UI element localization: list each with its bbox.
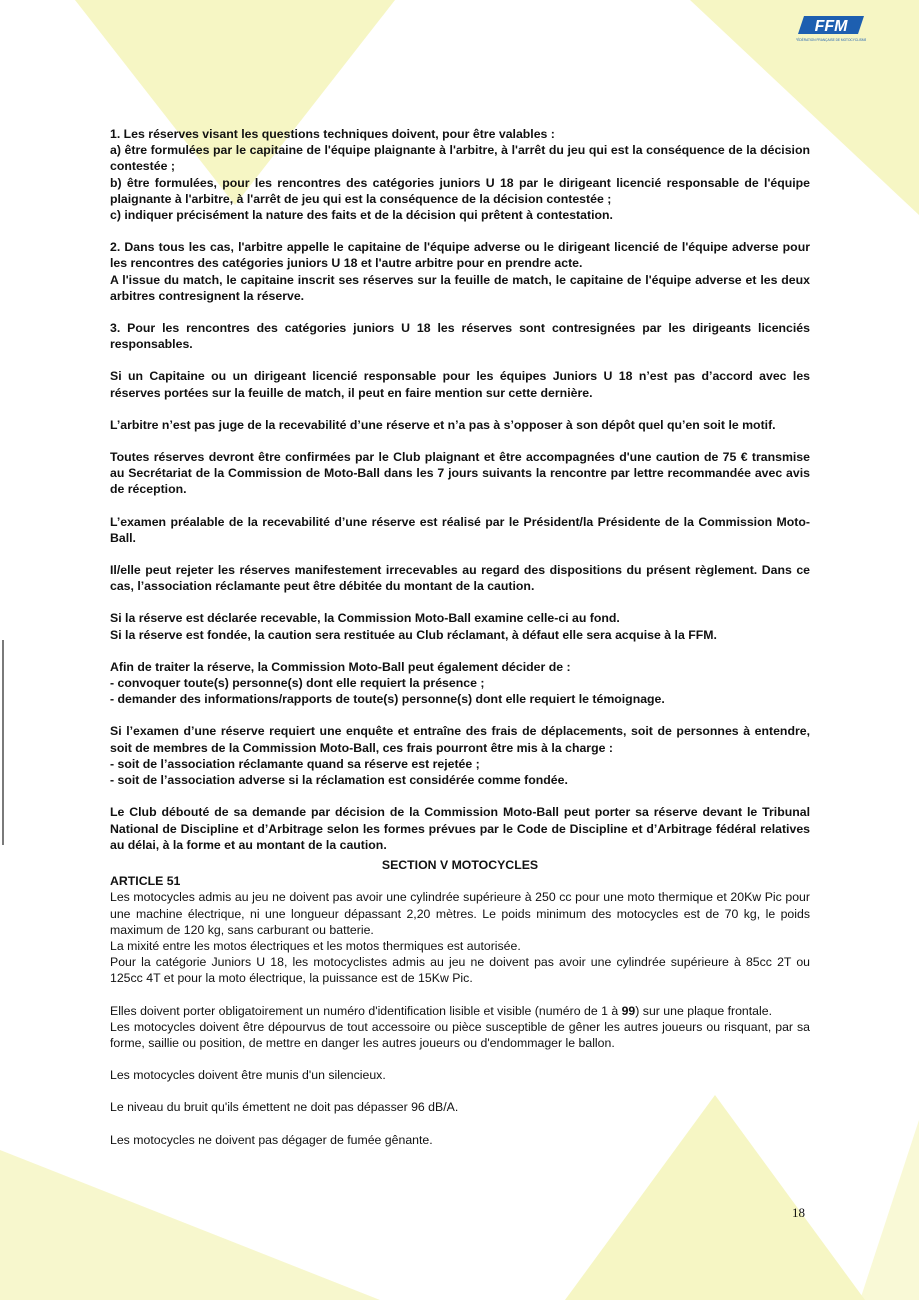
text-line: a) être formulées par le capitaine de l'équipe plaignante à l'arbitre, à l'arrêt du jeu qui est la conséquence de la décision contestée ; [110, 143, 810, 174]
right-edge-triangle [860, 1120, 919, 1300]
text-line: A l'issue du match, le capitaine inscrit ses réserves sur la feuille de match, le capitaine de l'équipe adverse et les deux arbitres contresignent la réserve. [110, 272, 810, 303]
paragraph: Toutes réserves devront être confirmées par le Club plaignant et être accompagnées d'une caution de 75 € transmise au Secrétariat de la Commission de Moto-Ball dans les 7 jours suivants la rencontre par lettre recommandée avec avis de réception. [110, 450, 810, 497]
ffm-logo [796, 14, 866, 44]
text-line: 1. Les réserves visant les questions techniques doivent, pour être valables : [110, 127, 555, 141]
section-title: SECTION V MOTOCYCLES [381, 857, 539, 872]
paragraph: Il/elle peut rejeter les réserves manifestement irrecevables au regard des dispositions du présent règlement. Dans ce cas, l’association réclamante peut être débitée du montant de la caution. [110, 563, 810, 594]
text-line [110, 1003, 810, 1019]
text-line: Les motocycles doivent être dépourvus de tout accessoire ou pièce susceptible de gêner les autres joueurs ou risquant, par sa forme, saillie ou position, de mettre en danger les autres joueurs ou d'endommager le ballon. [110, 1019, 810, 1050]
text-line: Si la réserve est fondée, la caution sera restituée au Club réclamant, à défaut elle sera acquise à la FFM. [110, 627, 717, 642]
article-51-text [110, 889, 810, 986]
paragraph: L’examen préalable de la recevabilité d’une réserve est réalisé par le Président/la Présidente de la Commission Moto-Ball. [110, 514, 810, 545]
page-number: 18 [792, 1205, 805, 1220]
text-line: Pour la catégorie Juniors U 18, les motocyclistes admis au jeu ne doivent pas avoir une cylindrée supérieure à 85cc 2T ou 125cc 4T et pour la moto électrique, la puissance est de 15Kw Pic. [110, 955, 810, 986]
paragraph: Les motocycles ne doivent pas dégager de fumée gênante. [110, 1132, 433, 1147]
reserves-capitaine-block [110, 239, 810, 304]
paragraph: L’arbitre n’est pas juge de la recevabilité d’une réserve et n’a pas à s’opposer à son dépôt quel qu’en soit le motif. [110, 417, 776, 432]
text-line: Afin de traiter la réserve, la Commission Moto-Ball peut également décider de : [110, 659, 571, 674]
paragraph: Le Club débouté de sa demande par décision de la Commission Moto-Ball peut porter sa réserve devant le Tribunal National de Discipline et d’Arbitrage selon les formes prévues par le Code de Discipline et d’Arbitrage fédéral relatives au délai, à la forme et au montant de la caution. [110, 805, 810, 852]
identification-paragraph [110, 1003, 810, 1052]
text-line: b) être formulées, pour les rencontres des catégories juniors U 18 par le dirigeant licencié responsable de l'équipe plaignante à l'arbitre, à l'arrêt de jeu qui est la conséquence de la décision contestée ; [110, 175, 810, 206]
document-body [110, 126, 810, 1164]
paragraph: Si un Capitaine ou un dirigeant licencié responsable pour les équipes Juniors U 18 n’est pas d’accord avec les réserves portées sur la feuille de match, il peut en faire mention sur cette dernière. [110, 369, 810, 400]
text-segment: Elles doivent porter obligatoirement un numéro d'identification lisible et visible (numéro de 1 à [110, 1003, 622, 1018]
text-line: - convoquer toute(s) personne(s) dont elle requiert la présence ; [110, 676, 485, 691]
paragraph: Les motocycles doivent être munis d'un silencieux. [110, 1068, 386, 1083]
text-line: La mixité entre les motos électriques et les motos thermiques est autorisée. [110, 938, 521, 953]
text-line: 2. Dans tous les cas, l'arbitre appelle le capitaine de l'équipe adverse ou le dirigeant licencié de l'équipe adverse pour les rencontres des catégories juniors U 18 et l'autre arbitre pour en prendre acte. [110, 240, 810, 271]
reserves-technical-block [110, 126, 810, 223]
text-segment: ) sur une plaque frontale. [635, 1003, 773, 1018]
svg-text:FÉDÉRATION FRANÇAISE DE MOTOCY: FÉDÉRATION FRANÇAISE DE MOTOCYCLISME [796, 38, 866, 42]
number-max: 99 [621, 1003, 636, 1018]
paragraph: Le niveau du bruit qu'ils émettent ne doit pas dépasser 96 dB/A. [110, 1100, 459, 1115]
text-line: Si l’examen d’une réserve requiert une enquête et entraîne des frais de déplacements, soit de personnes à entendre, soit de membres de la Commission Moto-Ball, ces frais pourront être mis à la charge : [110, 724, 810, 755]
paragraph [110, 610, 810, 642]
article-title: ARTICLE 51 [110, 874, 181, 889]
text-line: - soit de l’association adverse si la réclamation est considérée comme fondée. [110, 773, 568, 788]
text-line: Les motocycles admis au jeu ne doivent pas avoir une cylindrée supérieure à 250 cc pour une moto thermique et 20Kw Pic pour une machine électrique, ni une longueur dépassant 2,20 mètres. Le poids minimum des motocycles est de 70 kg, le poids maximum de 120 kg, sans carburant ou batterie. [110, 890, 810, 937]
svg-text:FFM: FFM [814, 18, 848, 35]
text-line: - demander des informations/rapports de toute(s) personne(s) dont elle requiert le témoignage. [110, 692, 665, 707]
text-line: - soit de l’association réclamante quand sa réserve est rejetée ; [110, 756, 480, 771]
text-line: c) indiquer précisément la nature des faits et de la décision qui prêtent à contestation. [110, 208, 613, 223]
text-line: Si la réserve est déclarée recevable, la Commission Moto-Ball examine celle-ci au fond. [110, 611, 620, 626]
paragraph [110, 659, 810, 708]
paragraph: 3. Pour les rencontres des catégories juniors U 18 les réserves sont contresignées par les dirigeants licenciés responsables. [110, 321, 810, 352]
paragraph [110, 723, 810, 788]
